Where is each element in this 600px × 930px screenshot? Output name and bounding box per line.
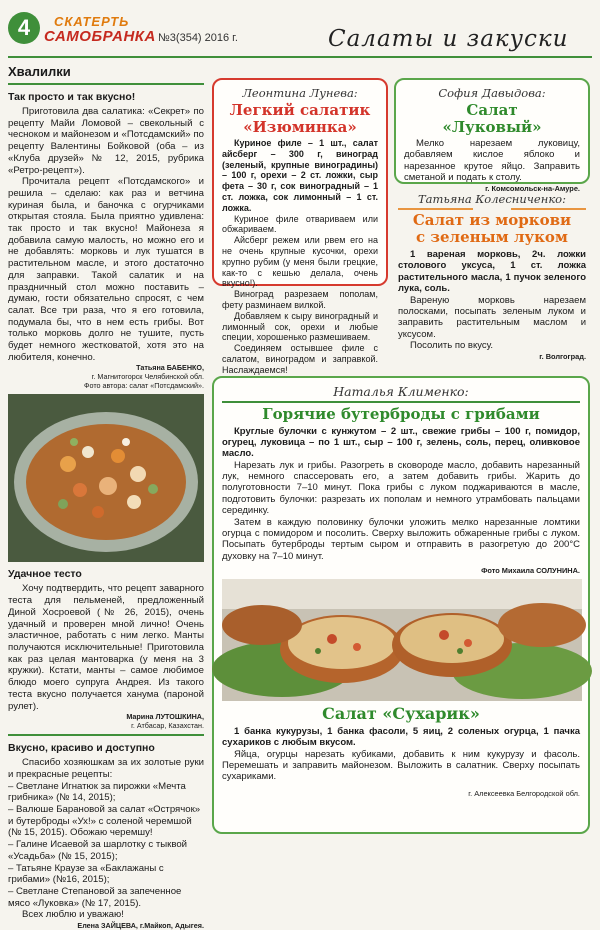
recipe-hot-sandwiches xyxy=(212,376,590,834)
column-heading: Хвалилки xyxy=(8,64,71,79)
heading-rule xyxy=(8,83,204,85)
article1-photo-caption: Фото автора: салат «Потсдамский». xyxy=(84,381,204,391)
thanks-list xyxy=(8,781,204,910)
recipe-carrot-salad xyxy=(394,190,590,360)
article2-author xyxy=(8,712,204,730)
recipe3-ornament xyxy=(398,208,586,210)
recipe1-author: Леонтина Лунева: xyxy=(242,86,358,100)
recipe-lukovy xyxy=(394,78,590,193)
page-number: 4 xyxy=(8,12,40,44)
recipe5-location: г. Алексеевка Белгородской обл. xyxy=(468,788,580,798)
article1-title: Так просто и так вкусно! xyxy=(8,91,136,103)
recipe3-text2: Посолить по вкусу. xyxy=(410,340,494,352)
recipe5-title: Салат «Сухарик» xyxy=(322,704,480,724)
article1-author xyxy=(8,363,204,381)
recipe-izyuminka xyxy=(212,78,388,375)
article1-author-location: г. Магнитогорск Челябинской обл. xyxy=(91,372,204,382)
recipe2-title xyxy=(404,102,580,135)
recipe2-title-line1: Салат xyxy=(466,101,518,119)
recipe4-ingredients: Круглые булочки с кунжутом – 2 шт., свежие грибы – 100 г, помидор, огурец, луковица – по 1 шт., сыр – 100 г, зелень, соль, перец, оливковое масло. xyxy=(222,425,580,460)
recipe3-ingredients: 1 вареная морковь, 2ч. ложки столового уксуса, 1 ст. ложка растительного масла, 1 пучок зеленого лука, соль. xyxy=(398,249,586,295)
logo-line1: СКАТЕРТЬ xyxy=(54,14,130,29)
recipe1-step: Виноград разрезаем пополам, фету разминаем вилкой. xyxy=(222,289,378,310)
recipe1-title-line1: Легкий салатик xyxy=(229,101,371,119)
article2-author-name: Марина ЛУТОШКИНА, xyxy=(126,712,204,722)
article-rule xyxy=(8,734,204,736)
thanks-item: – Валюше Барановой за салат «Острячок» и бутерброды «Ух!» с соленой черемшой (№ 15, 2015). Обожаю черемшу! xyxy=(8,804,201,839)
recipe2-title-line2: «Луковый» xyxy=(442,117,542,136)
article2-author-location: г. Атбасар, Казахстан. xyxy=(131,721,204,731)
logo-line2: САМОБРАНКА xyxy=(44,28,156,45)
recipe1-title-line2: «Изюминка» xyxy=(243,117,357,136)
article3-intro: Спасибо хозяюшкам за их золотые руки и прекрасные рецепты: xyxy=(8,757,204,780)
recipe1-step: Айсберг режем или рвем его на не очень крупные кусочки, орехи крупно рубим (у меня были грецкие, как-то с кешью делала, очень вкусно!). xyxy=(222,235,378,289)
issue-number: №3(354) 2016 г. xyxy=(158,32,238,44)
recipe3-title-line1: Салат из моркови xyxy=(412,211,572,229)
header-rule xyxy=(8,56,592,58)
recipe3-title-line2: с зеленым луком xyxy=(416,227,568,246)
recipe4-title: Горячие бутерброды с грибами xyxy=(262,405,540,423)
thanks-item: – Галине Исаевой за шарлотку с тыквой «Усадьба» (№ 15, 2015); xyxy=(8,839,188,862)
recipe2-author: София Давыдова: xyxy=(438,86,546,100)
magazine-logo xyxy=(44,14,154,48)
section-title: Салаты и закуски xyxy=(328,26,569,52)
hot-sandwiches-photo xyxy=(222,579,582,701)
recipe2-location: г. Комсомольск-на-Амуре. xyxy=(485,183,580,193)
recipe1-step: Добавляем к сыру виноградный и лимонный сок, орехи и любые специи, хорошенько размешиваем. xyxy=(222,310,378,343)
recipe4-step: Нарезать лук и грибы. Разогреть в сковороде масло, добавить нарезанный лук, немного спассеровать его, а затем добавить грибы. Жарить до полуготовности 7–10 минут. Пока грибы с луком поджариваются в масле, подготовить булочки: разрезать их пополам и немного утрамбовать пальцами серединку. xyxy=(222,459,580,517)
recipe5-text: Яйца, огурцы нарезать кубиками, добавить к ним кукурузу и фасоль. Перемешать и заправить майонезом. Выложить в салатник. Сверху посыпать сухариками. xyxy=(222,748,580,783)
recipe1-step: Соединяем остывшее филе с салатом, виноградом и заправкой. Наслаждаемся! xyxy=(222,343,378,375)
thanks-item: – Светлане Степановой за запеченное мясо «Луковка» (№ 17, 2015). xyxy=(8,885,182,909)
article1-p2: Прочитала рецепт «Потсдамского» и решила – сделаю: как раз и ветчина куриная была, и баночка с огурчиками открытая стояла. Была приятно удивлена: так просто и так вкусно! Майонеза я добавила самую малость, но можно его и не добавлять: морковь и лук тушатся в растительном масле, и этого достаточно для заправки. Такой салатик и на праздничный стол можно поставить – думаю, гости обязательно спросят, с чем салат. Все три раза, что я его готовила, подумала бы, что в нем есть грибы. Вот только морковь долго не тушите, пусть будет немного жестковатой, хотя это на любителя, конечно. xyxy=(8,176,204,363)
recipe4-photo-credit: Фото Михаила СОЛУНИНА. xyxy=(481,566,580,576)
thanks-item: – Светлане Игнатюк за пирожки «Мечта грибника» (№ 14, 2015); xyxy=(8,780,186,804)
article1-p1: Приготовила два салатика: «Секрет» по рецепту Майи Ломовой – свекольный с чесноком и майонезом и «Потсдамский» по рецепту Валентины Бойковой (оба – из «Клуба друзей» № 12, 2015, рубрика «Ретро-рецепт»). xyxy=(8,106,204,176)
article3-outro: Всех люблю и уважаю! xyxy=(22,909,124,921)
recipe1-title xyxy=(222,102,378,135)
recipe4-author: Наталья Клименко: xyxy=(333,384,469,399)
article2-title: Удачное тесто xyxy=(8,568,82,581)
recipe1-step: Куриное филе отвариваем или обжариваем. xyxy=(222,213,378,235)
recipe3-author: Татьяна Колесниченко: xyxy=(418,192,566,206)
recipe4-rule xyxy=(222,401,580,403)
recipe3-text: Вареную морковь нарезаем полосками, посыпать зеленым луком и заправить растительным маслом и уксусом. xyxy=(398,294,586,340)
thanks-item: – Татьяне Краузе за «Баклажаны с грибами» (№16, 2015); xyxy=(8,862,164,886)
recipe5-ingredients: 1 банка кукурузы, 1 банка фасоли, 5 яиц, 2 соленых огурца, 1 пачка сухариков с любым вкусом. xyxy=(222,725,580,749)
recipe1-ingredients: Куриное филе – 1 шт., салат айсберг – 300 г, виноград (зеленый, крупные виноградины) – 100 г, орехи – 2 ст. ложки, сыр фета – 30 г, сок виноградный – 1 ст. ложка, сок лимонный – 1 ст. ложка. xyxy=(222,138,378,213)
left-column xyxy=(8,60,204,930)
recipe3-location: г. Волгоград. xyxy=(539,351,586,361)
article2-p1: Хочу подтвердить, что рецепт заварного теста для пельменей, предложенный Диной Хосроевой (№ 26, 2015), очень удачный и проверен мной лично! Очень эластичное, работать с ним легко. Манты получаются исключительные! Приготовила как раз целая мантоварка (у меня на 3 кружки). Кстати, манты – самое любимое блюдо моего супруга Андрея. Из такого теста вкусно получается ханума (пароной рулет). xyxy=(8,583,204,712)
recipe4-step: Затем в каждую половинку булочки уложить мелко нарезанные ломтики огурца с помидором и посолить. Сверху выложить обжаренные грибы с луком. Посыпать бутерброды тертым сыром и отправить в разогретую до 200°С духовку на 7–10 минут. xyxy=(222,516,580,562)
article1-author-name: Татьяна БАБЕНКО, xyxy=(136,363,204,373)
recipe3-title xyxy=(398,212,586,245)
potsdam-salad-photo xyxy=(8,394,204,562)
article3-author: Елена ЗАЙЦЕВА, г.Майкоп, Адыгея. xyxy=(77,921,204,930)
article3-title: Вкусно, красиво и доступно xyxy=(8,742,155,755)
recipe2-text: Мелко нарезаем луковицу, добавляем кислое яблоко и нарезанное крутое яйцо. Заправить сметаной и подать к столу. xyxy=(404,138,580,184)
